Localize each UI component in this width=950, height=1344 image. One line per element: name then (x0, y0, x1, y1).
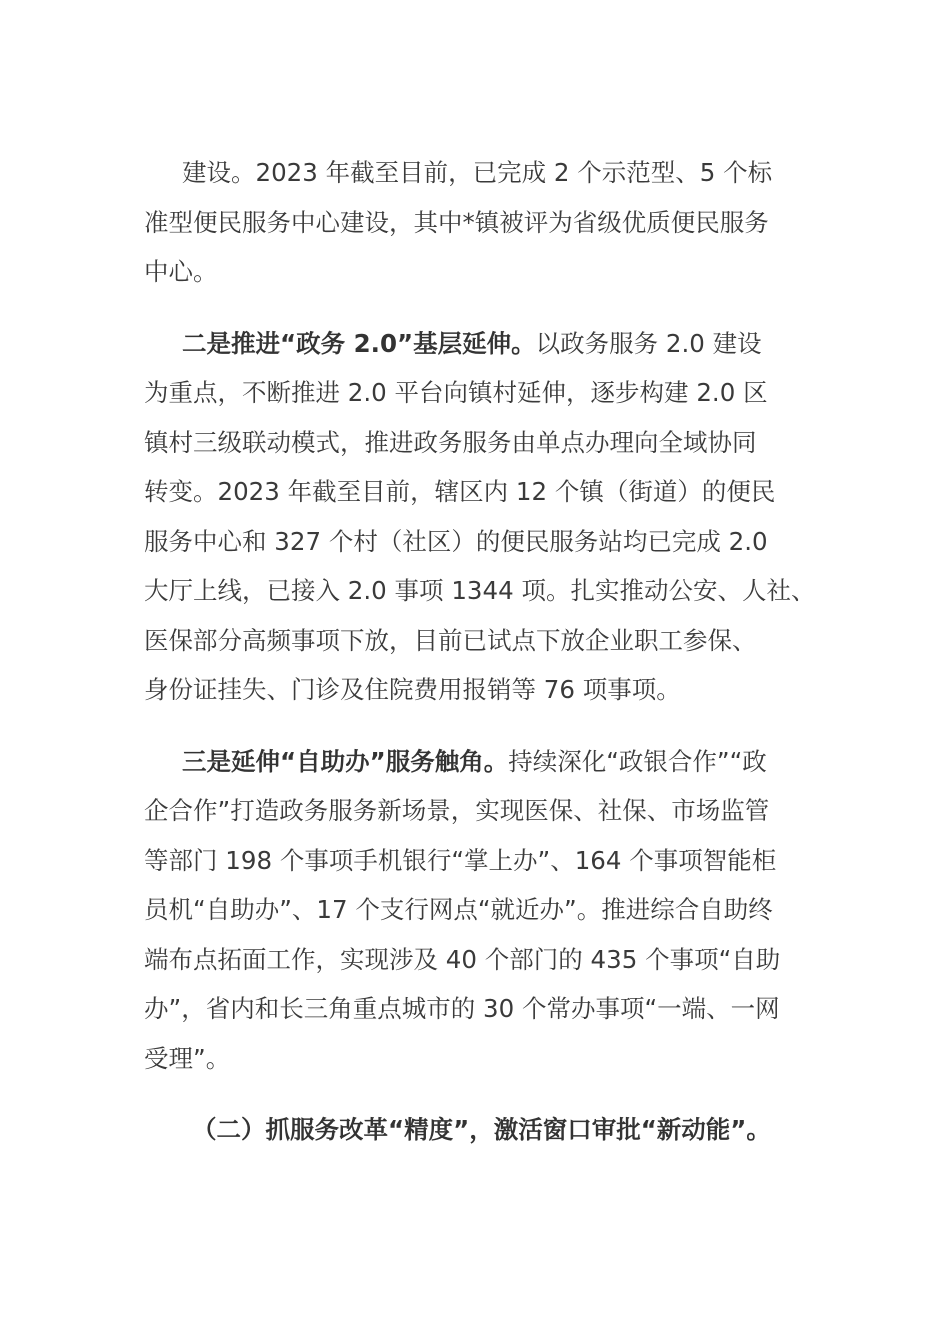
paragraph-3 (144, 737, 824, 1084)
paragraph-3-first-rest: 持续深化“政银合作”“政 (508, 746, 767, 776)
document-body (144, 148, 824, 1155)
text-line: 转变。2023 年截至目前，辖区内 12 个镇（街道）的便民 (144, 477, 776, 506)
paragraph-gap (144, 1083, 824, 1105)
text-line: 等部门 198 个事项手机银行“掌上办”、164 个事项智能柜 (144, 845, 777, 875)
text-line: 办”，省内和长三角重点城市的 30 个常办事项“一端、一网 (144, 994, 780, 1023)
text-line: 受理”。 (144, 1043, 231, 1073)
text-line: 中心。 (144, 257, 218, 286)
text-line: 镇村三级联动模式，推进政务服务由单点办理向全域协同 (144, 427, 757, 457)
paragraph-1 (144, 148, 824, 297)
text-line: 建设。2023 年截至目前，已完成 2 个示范型、5 个标 (182, 158, 773, 187)
text-line: 企合作”打造政务服务新场景，实现医保、社保、市场监管 (144, 796, 770, 825)
text-line: 端布点拓面工作，实现涉及 40 个部门的 435 个事项“自助 (144, 944, 781, 974)
paragraph-2 (144, 319, 824, 715)
paragraph-gap (144, 297, 824, 319)
text-line: 大厅上线，已接入 2.0 事项 1344 项。扎实推动公安、人社、 (144, 576, 816, 605)
text-line: 为重点，不断推进 2.0 平台向镇村延伸，逐步构建 2.0 区 (144, 378, 768, 407)
paragraph-2-lead: 二是推进“政务 2.0”基层延伸。 (182, 328, 536, 358)
text-line: 员机“自助办”、17 个支行网点“就近办”。推进综合自助终 (144, 895, 773, 924)
text-line: 服务中心和 327 个村（社区）的便民服务站均已完成 2.0 (144, 526, 768, 556)
section-heading: （二）抓服务改革“精度”，激活窗口审批“新动能”。 (192, 1115, 771, 1144)
paragraph-2-first-line (144, 319, 824, 369)
paragraph-gap (144, 715, 824, 737)
text-line: 身份证挂失、门诊及住院费用报销等 76 项事项。 (144, 675, 681, 704)
paragraph-3-lead: 三是延伸“自助办”服务触角。 (182, 746, 509, 776)
paragraph-3-first-line (144, 737, 824, 787)
text-line: 准型便民服务中心建设，其中*镇被评为省级优质便民服务 (144, 207, 769, 237)
paragraph-2-first-rest: 以政务服务 2.0 建设 (535, 328, 762, 358)
text-line: 医保部分高频事项下放，目前已试点下放企业职工参保、 (144, 625, 757, 655)
